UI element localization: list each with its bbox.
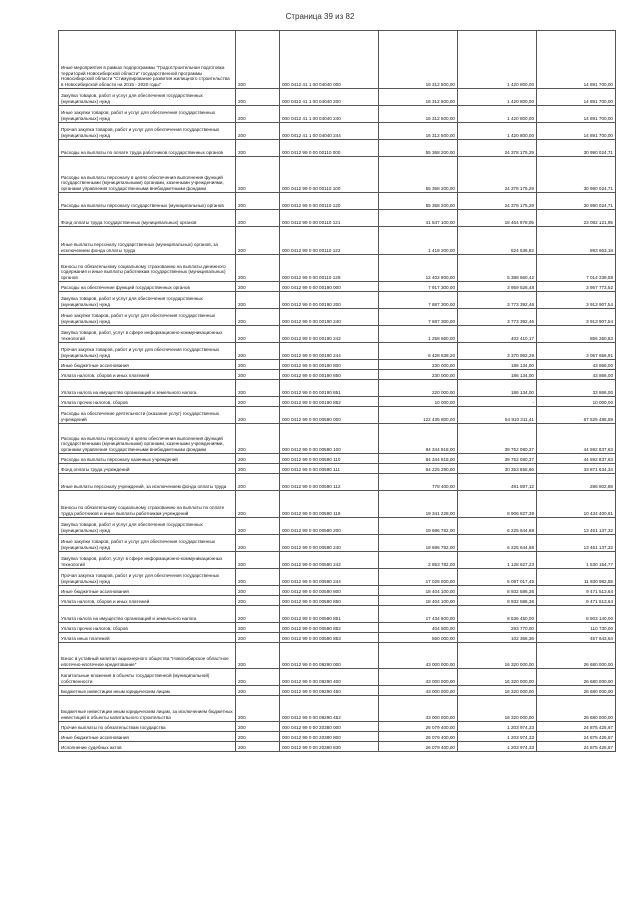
row-code-cell: 200: [236, 606, 280, 623]
row-remaining-amount-cell: 10 000,00: [537, 397, 616, 407]
row-remaining-amount-cell: 67 525 488,59: [537, 407, 616, 424]
table-row: [59, 89, 616, 106]
row-remaining-amount-cell: 856 250,83: [537, 326, 616, 343]
table-row: [59, 424, 616, 454]
row-code-cell: 200: [236, 424, 280, 454]
row-name-cell: Расходы на выплаты персоналу в целях обеспечения выполнения функций государственными (муниципальными) органами, казенными учреждениями, органами управления государственными внебюджетными фондами: [59, 424, 236, 454]
row-remaining-amount-cell: 3 957 773,52: [537, 282, 616, 292]
row-classification-code-cell: 000 0412 99 0 00 20380 830: [280, 742, 379, 752]
row-approved-amount-cell: 43 000 000,00: [379, 686, 458, 696]
row-remaining-amount-cell: 44 592 837,63: [537, 454, 616, 464]
row-remaining-amount-cell: 43 866,00: [537, 370, 616, 380]
row-code-cell: 200: [236, 140, 280, 157]
row-executed-amount-cell: 16 320 000,00: [458, 696, 537, 722]
table-row: [59, 518, 616, 535]
row-remaining-amount-cell: 24 875 425,67: [537, 732, 616, 742]
table-body: [59, 31, 616, 752]
row-classification-code-cell: 000 0412 99 0 00 00590 112: [280, 474, 379, 491]
row-classification-code-cell: 000 0412 41 1 00 04040 200: [280, 89, 379, 106]
row-approved-amount-cell: 230 000,00: [379, 370, 458, 380]
row-approved-amount-cell: 1 258 660,00: [379, 326, 458, 343]
row-executed-amount-cell: 24 378 175,29: [458, 140, 537, 157]
row-classification-code-cell: 000 0412 41 1 00 04040 244: [280, 123, 379, 140]
row-name-cell: Прочие выплаты по обязательствам государства: [59, 722, 236, 732]
row-executed-amount-cell: 39 752 080,37: [458, 424, 537, 454]
row-remaining-amount-cell: 3 913 907,54: [537, 309, 616, 326]
row-name-cell: Уплата прочих налогов, сборов: [59, 623, 236, 633]
row-executed-amount-cell: 491 597,12: [458, 474, 537, 491]
row-classification-code-cell: 000 0412 99 0 00 00590 853: [280, 633, 379, 643]
row-approved-amount-cell: 17 434 600,00: [379, 606, 458, 623]
row-executed-amount-cell: 1 128 627,23: [458, 552, 537, 569]
table-row: [59, 722, 616, 732]
table-row: [59, 474, 616, 491]
row-approved-amount-cell: 18 404 100,00: [379, 596, 458, 606]
row-approved-amount-cell: 1 418 200,00: [379, 227, 458, 255]
row-executed-amount-cell: 402 410,17: [458, 326, 537, 343]
row-name-cell: Иные бюджетные ассигнования: [59, 360, 236, 370]
row-code-cell: 200: [236, 732, 280, 742]
row-executed-amount-cell: 5 388 660,42: [458, 255, 537, 282]
row-approved-amount-cell: 12 402 900,00: [379, 255, 458, 282]
row-classification-code-cell: 000 0412 99 0 00 20380 800: [280, 732, 379, 742]
row-executed-amount-cell: 186 134,00: [458, 360, 537, 370]
table-row: [59, 586, 616, 596]
row-name-cell: Бюджетные инвестиции иным юридическим лицам, за исключением бюджетных инвестиций в объекты капитального строительства: [59, 696, 236, 722]
row-remaining-amount-cell: 43 866,00: [537, 360, 616, 370]
table-row: [59, 552, 616, 569]
row-remaining-amount-cell: 13 461 137,32: [537, 518, 616, 535]
row-remaining-amount-cell: 24 875 425,67: [537, 742, 616, 752]
row-classification-code-cell: 000 0412 99 0 00 00590 119: [280, 491, 379, 518]
row-name-cell: Иные закупки товаров, работ и услуг для обеспечения государственных (муниципальных) нужд: [59, 535, 236, 552]
row-approved-amount-cell: 43 000 000,00: [379, 696, 458, 722]
row-code-cell: 200: [236, 518, 280, 535]
row-name-cell: Закупка товаров, работ и услуг для обеспечения государственных (муниципальных) нужд: [59, 292, 236, 309]
row-code-cell: 200: [236, 454, 280, 464]
row-approved-amount-cell: 16 312 500,00: [379, 89, 458, 106]
row-remaining-amount-cell: 13 461 137,32: [537, 535, 616, 552]
table-row: [59, 623, 616, 633]
row-approved-amount-cell: 84 344 918,00: [379, 454, 458, 464]
table-row: [59, 326, 616, 343]
row-approved-amount-cell: 84 344 918,00: [379, 424, 458, 454]
row-code-cell: 200: [236, 669, 280, 686]
table-row: [59, 292, 616, 309]
table-row: [59, 255, 616, 282]
row-executed-amount-cell: 3 773 392,46: [458, 309, 537, 326]
row-remaining-amount-cell: 33 866,00: [537, 380, 616, 397]
row-executed-amount-cell: 293 770,00: [458, 623, 537, 633]
row-approved-amount-cell: 7 687 300,00: [379, 309, 458, 326]
row-executed-amount-cell: 1 203 974,33: [458, 732, 537, 742]
row-name-cell: Взносы по обязательному социальному страхованию на выплаты по оплате труда работников и иные выплаты работникам учреждений: [59, 491, 236, 518]
row-approved-amount-cell: 19 686 782,00: [379, 535, 458, 552]
row-name-cell: Исполнение судебных актов: [59, 742, 236, 752]
table-row: [59, 633, 616, 643]
table-row: [59, 370, 616, 380]
table-row: [59, 227, 616, 255]
row-approved-amount-cell: 64 225 290,00: [379, 464, 458, 474]
row-remaining-amount-cell: 23 082 121,95: [537, 210, 616, 227]
row-remaining-amount-cell: 26 680 000,00: [537, 669, 616, 686]
row-code-cell: 200: [236, 89, 280, 106]
row-remaining-amount-cell: 1 530 154,77: [537, 552, 616, 569]
row-name-cell: Уплата налога на имущество организаций и земельного налога: [59, 380, 236, 397]
row-approved-amount-cell: 6 428 639,20: [379, 343, 458, 360]
row-executed-amount-cell: 18 464 978,05: [458, 210, 537, 227]
row-remaining-amount-cell: 24 875 425,67: [537, 722, 616, 732]
row-executed-amount-cell: 54 910 311,41: [458, 407, 537, 424]
row-classification-code-cell: 000 0412 99 0 00 00590 244: [280, 569, 379, 586]
row-executed-amount-cell: 3 959 526,48: [458, 282, 537, 292]
row-classification-code-cell: 000 0412 99 0 00 00590 800: [280, 586, 379, 596]
row-code-cell: 200: [236, 586, 280, 596]
row-code-cell: 200: [236, 686, 280, 696]
row-approved-amount-cell: 18 404 100,00: [379, 586, 458, 596]
row-remaining-amount-cell: 14 891 700,00: [537, 89, 616, 106]
row-name-cell: Иные бюджетные ассигнования: [59, 732, 236, 742]
row-remaining-amount-cell: 9 471 513,64: [537, 596, 616, 606]
row-executed-amount-cell: 1 203 974,33: [458, 742, 537, 752]
row-classification-code-cell: 000 0412 99 0 00 00190 242: [280, 326, 379, 343]
table-row: [59, 397, 616, 407]
table-row: [59, 491, 616, 518]
row-name-cell: Иные выплаты персоналу учреждений, за исключением фонда оплаты труда: [59, 474, 236, 491]
table-row: [59, 106, 616, 123]
row-executed-amount-cell: 1 420 800,00: [458, 106, 537, 123]
row-code-cell: 200: [236, 193, 280, 210]
row-name-cell: Расходы на выплаты персоналу в целях обеспечения выполнения функций государственными (муниципальными) органами, казенными учреждениями, органами управления государственными внебюджетными фондами: [59, 157, 236, 193]
row-remaining-amount-cell: 3 913 907,54: [537, 292, 616, 309]
row-name-cell: Прочая закупка товаров, работ и услуг для обеспечения государственных (муниципальных) нужд: [59, 569, 236, 586]
table-row: [59, 596, 616, 606]
row-remaining-amount-cell: 457 643,64: [537, 633, 616, 643]
row-classification-code-cell: 000 0412 99 0 00 08290 452: [280, 696, 379, 722]
table-row: [59, 606, 616, 623]
row-approved-amount-cell: 26 079 400,00: [379, 732, 458, 742]
row-executed-amount-cell: 30 353 655,66: [458, 464, 537, 474]
row-remaining-amount-cell: 26 680 000,00: [537, 686, 616, 696]
row-remaining-amount-cell: 14 891 700,00: [537, 123, 616, 140]
row-executed-amount-cell: 1 420 800,00: [458, 89, 537, 106]
row-code-cell: 200: [236, 282, 280, 292]
row-executed-amount-cell: 8 932 586,36: [458, 596, 537, 606]
row-classification-code-cell: 000 0412 99 0 00 00590 111: [280, 464, 379, 474]
row-classification-code-cell: 000 0412 99 0 00 00190 244: [280, 343, 379, 360]
row-classification-code-cell: 000 0412 99 0 00 00590 240: [280, 535, 379, 552]
row-approved-amount-cell: 19 341 228,00: [379, 491, 458, 518]
row-approved-amount-cell: 7 917 300,00: [379, 282, 458, 292]
row-code-cell: 200: [236, 210, 280, 227]
row-classification-code-cell: 000 0412 99 0 00 00190 800: [280, 360, 379, 370]
row-classification-code-cell: 000 0412 99 0 00 08290 400: [280, 669, 379, 686]
row-name-cell: Закупка товаров, работ, услуг в сфере информационно-коммуникационных технологий: [59, 326, 236, 343]
row-approved-amount-cell: 778 400,00: [379, 474, 458, 491]
row-name-cell: Иные бюджетные ассигнования: [59, 586, 236, 596]
row-executed-amount-cell: 3 773 392,46: [458, 292, 537, 309]
row-name-cell: Уплата иных платежей: [59, 633, 236, 643]
row-executed-amount-cell: 524 536,82: [458, 227, 537, 255]
row-executed-amount-cell: 8 932 586,36: [458, 586, 537, 596]
row-name-cell: Прочая закупка товаров, работ и услуг для обеспечения государственных (муниципальных) нужд: [59, 123, 236, 140]
row-executed-amount-cell: 1 420 800,00: [458, 123, 537, 140]
table-row: [59, 309, 616, 326]
row-approved-amount-cell: 16 312 500,00: [379, 106, 458, 123]
row-classification-code-cell: 000 0412 99 0 00 00190 852: [280, 397, 379, 407]
row-approved-amount-cell: 404 500,00: [379, 623, 458, 633]
row-code-cell: 200: [236, 123, 280, 140]
row-name-cell: Уплата налога на имущество организаций и земельного налога: [59, 606, 236, 623]
row-approved-amount-cell: 7 687 300,00: [379, 292, 458, 309]
row-name-cell: Капитальные вложения в объекты государственной (муниципальной) собственности: [59, 669, 236, 686]
row-approved-amount-cell: 41 547 100,00: [379, 210, 458, 227]
table-row: [59, 643, 616, 669]
row-remaining-amount-cell: 14 891 700,00: [537, 31, 616, 89]
row-remaining-amount-cell: 33 871 634,34: [537, 464, 616, 474]
row-code-cell: 200: [236, 407, 280, 424]
row-classification-code-cell: 000 0412 99 0 00 00110 100: [280, 157, 379, 193]
row-code-cell: 200: [236, 552, 280, 569]
row-code-cell: 200: [236, 596, 280, 606]
table-row: [59, 732, 616, 742]
row-executed-amount-cell: 24 378 175,29: [458, 157, 537, 193]
table-row: [59, 380, 616, 397]
row-executed-amount-cell: 3 370 982,29: [458, 343, 537, 360]
row-code-cell: 200: [236, 643, 280, 669]
row-name-cell: Иные закупки товаров, работ и услуг для обеспечения государственных (муниципальных) нужд: [59, 309, 236, 326]
row-remaining-amount-cell: 893 663,18: [537, 227, 616, 255]
row-name-cell: Закупка товаров, работ и услуг для обеспечения государственных (муниципальных) нужд: [59, 518, 236, 535]
row-name-cell: Расходы на обеспечение функций государственных органов: [59, 282, 236, 292]
row-code-cell: 200: [236, 106, 280, 123]
row-executed-amount-cell: -: [458, 397, 537, 407]
row-code-cell: 200: [236, 535, 280, 552]
row-approved-amount-cell: 122 435 800,00: [379, 407, 458, 424]
table-row: [59, 569, 616, 586]
row-code-cell: 200: [236, 569, 280, 586]
row-remaining-amount-cell: 26 680 000,00: [537, 643, 616, 669]
row-classification-code-cell: 000 0412 99 0 00 00190 851: [280, 380, 379, 397]
row-classification-code-cell: 000 0412 99 0 00 00190 200: [280, 292, 379, 309]
table-row: [59, 454, 616, 464]
row-name-cell: Расходы на обеспечение деятельности (оказание услуг) государственных учреждений: [59, 407, 236, 424]
row-remaining-amount-cell: 9 471 513,64: [537, 586, 616, 596]
row-code-cell: 200: [236, 309, 280, 326]
row-name-cell: Расходы на выплаты персоналу государственных (муниципальных) органов: [59, 193, 236, 210]
row-executed-amount-cell: 8 906 827,39: [458, 491, 537, 518]
row-code-cell: 200: [236, 633, 280, 643]
table-row: [59, 140, 616, 157]
row-code-cell: 200: [236, 742, 280, 752]
row-classification-code-cell: 000 0412 99 0 00 00190 000: [280, 282, 379, 292]
row-approved-amount-cell: 10 000,00: [379, 397, 458, 407]
row-classification-code-cell: 000 0412 99 0 00 00110 121: [280, 210, 379, 227]
row-classification-code-cell: 000 0412 99 0 00 00590 850: [280, 596, 379, 606]
row-code-cell: 200: [236, 474, 280, 491]
table-row: [59, 210, 616, 227]
row-classification-code-cell: 000 0412 99 0 00 20380 000: [280, 722, 379, 732]
row-classification-code-cell: 000 0412 99 0 00 00590 852: [280, 623, 379, 633]
row-name-cell: Прочая закупка товаров, работ и услуг для обеспечения государственных (муниципальных) нужд: [59, 343, 236, 360]
row-executed-amount-cell: 8 536 450,00: [458, 606, 537, 623]
table-row: [59, 696, 616, 722]
row-remaining-amount-cell: 30 990 024,71: [537, 193, 616, 210]
row-code-cell: 200: [236, 397, 280, 407]
row-remaining-amount-cell: 30 990 024,71: [537, 157, 616, 193]
table-row: [59, 157, 616, 193]
row-code-cell: 200: [236, 370, 280, 380]
row-code-cell: 200: [236, 380, 280, 397]
table-row: [59, 742, 616, 752]
table-row: [59, 31, 616, 89]
row-approved-amount-cell: 16 312 500,00: [379, 31, 458, 89]
table-row: [59, 193, 616, 210]
row-remaining-amount-cell: 8 903 140,00: [537, 606, 616, 623]
row-approved-amount-cell: 26 079 400,00: [379, 722, 458, 732]
table-row: [59, 343, 616, 360]
row-name-cell: Взносы по обязательному социальному страхованию на выплаты денежного содержания и иные выплаты работникам государственных (муниципальных) органов: [59, 255, 236, 282]
row-remaining-amount-cell: 30 990 024,71: [537, 140, 616, 157]
table-row: [59, 669, 616, 686]
row-name-cell: Фонд оплаты труда учреждений: [59, 464, 236, 474]
row-executed-amount-cell: 6 225 644,68: [458, 518, 537, 535]
row-name-cell: Иные мероприятия в рамках подпрограммы "Градостроительная подготовка территорий Новосибирской области" государственной программы Новосибирской области "Стимулирование развития жилищного строительства в Новосибирской области на 2015 - 2020 годы": [59, 31, 236, 89]
row-name-cell: Расходы на выплаты по оплате труда работников государственных органов: [59, 140, 236, 157]
row-classification-code-cell: 000 0412 99 0 00 00590 100: [280, 424, 379, 454]
row-remaining-amount-cell: 286 802,88: [537, 474, 616, 491]
row-approved-amount-cell: 55 368 200,00: [379, 193, 458, 210]
table-row: [59, 360, 616, 370]
row-remaining-amount-cell: 26 680 000,00: [537, 696, 616, 722]
row-code-cell: 200: [236, 491, 280, 518]
row-name-cell: Уплата налогов, сборов и иных платежей: [59, 596, 236, 606]
row-classification-code-cell: 000 0412 99 0 00 00190 850: [280, 370, 379, 380]
row-name-cell: Взнос в уставный капитал акционерного общества "Новосибирское областное ипотечно-ипотечное кредитование": [59, 643, 236, 669]
row-name-cell: Уплата прочих налогов, сборов: [59, 397, 236, 407]
table-row: [59, 407, 616, 424]
row-code-cell: 200: [236, 464, 280, 474]
row-classification-code-cell: 000 0412 99 0 00 08290 450: [280, 686, 379, 696]
row-executed-amount-cell: 16 320 000,00: [458, 643, 537, 669]
row-executed-amount-cell: 5 097 017,45: [458, 569, 537, 586]
row-executed-amount-cell: 39 752 080,37: [458, 454, 537, 464]
row-classification-code-cell: 000 0412 99 0 00 00110 000: [280, 140, 379, 157]
row-classification-code-cell: 000 0412 99 0 00 00110 122: [280, 227, 379, 255]
row-remaining-amount-cell: 110 730,00: [537, 623, 616, 633]
row-classification-code-cell: 000 0412 99 0 00 00590 851: [280, 606, 379, 623]
row-executed-amount-cell: 24 378 175,29: [458, 193, 537, 210]
row-remaining-amount-cell: 44 592 837,63: [537, 424, 616, 454]
row-approved-amount-cell: 220 000,00: [379, 380, 458, 397]
row-classification-code-cell: 000 0412 41 1 00 04040 240: [280, 106, 379, 123]
row-approved-amount-cell: 43 000 000,00: [379, 643, 458, 669]
row-executed-amount-cell: 1 420 800,00: [458, 31, 537, 89]
row-executed-amount-cell: 16 320 000,00: [458, 686, 537, 696]
row-classification-code-cell: 000 0412 41 1 00 04040 000: [280, 31, 379, 89]
row-classification-code-cell: 000 0412 99 0 00 00590 000: [280, 407, 379, 424]
row-approved-amount-cell: 26 079 400,00: [379, 742, 458, 752]
row-approved-amount-cell: 17 028 000,00: [379, 569, 458, 586]
row-name-cell: Бюджетные инвестиции иным юридическим лицам: [59, 686, 236, 696]
row-code-cell: 200: [236, 227, 280, 255]
row-name-cell: Иные выплаты персоналу государственных (муниципальных) органов, за исключением фонда оплаты труда: [59, 227, 236, 255]
row-name-cell: Иные закупки товаров, работ и услуг для обеспечения государственных (муниципальных) нужд: [59, 106, 236, 123]
page-number-header: Страница 39 из 82: [285, 12, 355, 21]
row-name-cell: Уплата налогов, сборов и иных платежей: [59, 370, 236, 380]
table-row: [59, 464, 616, 474]
table-row: [59, 123, 616, 140]
row-remaining-amount-cell: 10 434 400,61: [537, 491, 616, 518]
row-executed-amount-cell: 16 320 000,00: [458, 669, 537, 686]
row-classification-code-cell: 000 0412 99 0 00 00590 200: [280, 518, 379, 535]
row-remaining-amount-cell: 14 891 700,00: [537, 106, 616, 123]
table-row: [59, 282, 616, 292]
budget-execution-table: [58, 30, 616, 752]
row-approved-amount-cell: 55 368 200,00: [379, 157, 458, 193]
row-code-cell: 200: [236, 696, 280, 722]
row-approved-amount-cell: 230 000,00: [379, 360, 458, 370]
row-classification-code-cell: 000 0412 99 0 00 00190 240: [280, 309, 379, 326]
row-approved-amount-cell: 560 000,00: [379, 633, 458, 643]
row-remaining-amount-cell: 7 014 239,58: [537, 255, 616, 282]
row-code-cell: 200: [236, 623, 280, 633]
row-code-cell: 200: [236, 292, 280, 309]
row-approved-amount-cell: 16 312 500,00: [379, 123, 458, 140]
row-classification-code-cell: 000 0412 99 0 00 00590 110: [280, 454, 379, 464]
row-code-cell: 200: [236, 157, 280, 193]
row-name-cell: Закупка товаров, работ и услуг для обеспечения государственных (муниципальных) нужд: [59, 89, 236, 106]
row-code-cell: 200: [236, 722, 280, 732]
row-executed-amount-cell: 186 134,00: [458, 370, 537, 380]
row-executed-amount-cell: 102 366,36: [458, 633, 537, 643]
row-executed-amount-cell: 6 225 644,68: [458, 535, 537, 552]
row-approved-amount-cell: 19 686 782,00: [379, 518, 458, 535]
table-row: [59, 686, 616, 696]
row-code-cell: 200: [236, 255, 280, 282]
row-classification-code-cell: 000 0412 99 0 00 00110 120: [280, 193, 379, 210]
row-code-cell: 200: [236, 31, 280, 89]
row-classification-code-cell: 000 0412 99 0 00 00110 129: [280, 255, 379, 282]
row-name-cell: Закупка товаров, работ, услуг в сфере информационно-коммуникационных технологий: [59, 552, 236, 569]
row-classification-code-cell: 000 0412 99 0 00 08290 000: [280, 643, 379, 669]
row-approved-amount-cell: 43 000 000,00: [379, 669, 458, 686]
row-executed-amount-cell: 1 203 974,33: [458, 722, 537, 732]
row-code-cell: 200: [236, 360, 280, 370]
row-approved-amount-cell: 2 853 782,00: [379, 552, 458, 569]
table-row: [59, 535, 616, 552]
row-code-cell: 200: [236, 343, 280, 360]
row-approved-amount-cell: 55 368 200,00: [379, 140, 458, 157]
row-executed-amount-cell: 186 134,00: [458, 380, 537, 397]
row-remaining-amount-cell: 11 930 982,55: [537, 569, 616, 586]
row-classification-code-cell: 000 0412 99 0 00 00590 242: [280, 552, 379, 569]
row-name-cell: Расходы на выплаты персоналу казенных учреждений: [59, 454, 236, 464]
row-remaining-amount-cell: 3 057 656,91: [537, 343, 616, 360]
row-name-cell: Фонд оплаты труда государственных (муниципальных) органов: [59, 210, 236, 227]
row-code-cell: 200: [236, 326, 280, 343]
